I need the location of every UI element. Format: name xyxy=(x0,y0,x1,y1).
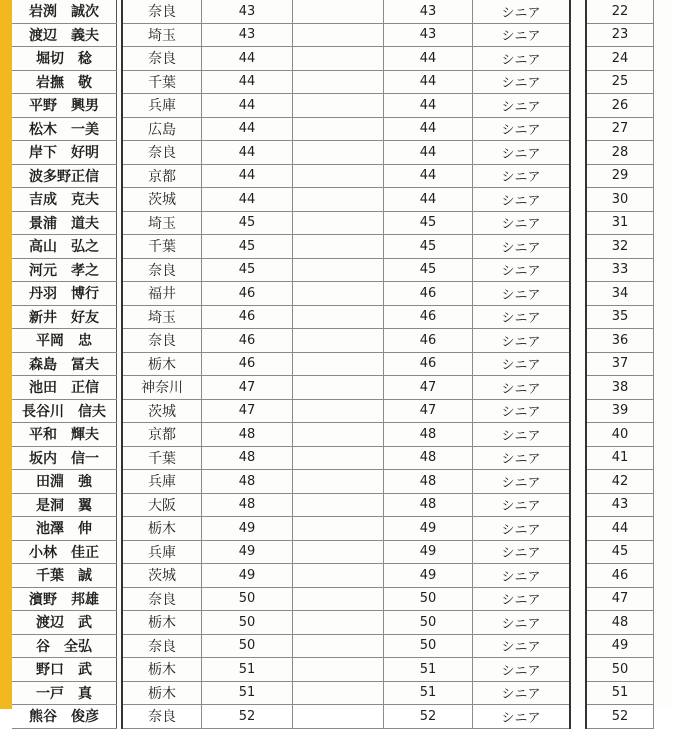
empty-cell xyxy=(293,352,384,376)
empty-cell xyxy=(293,94,384,118)
results-table xyxy=(12,0,654,729)
prefecture-cell: 広島 xyxy=(122,117,202,141)
rank-cell: 36 xyxy=(586,329,654,353)
rank-cell: 33 xyxy=(586,258,654,282)
player-name-cell: 丹羽 博行 xyxy=(12,282,117,306)
score-cell: 52 xyxy=(202,705,293,729)
total-score-cell: 48 xyxy=(384,423,473,447)
class-cell: シニア xyxy=(473,70,571,94)
prefecture-cell: 千葉 xyxy=(122,70,202,94)
column-gap xyxy=(570,329,586,353)
column-gap xyxy=(570,23,586,47)
score-cell: 43 xyxy=(202,0,293,23)
column-gap xyxy=(570,446,586,470)
player-name-cell: 野口 武 xyxy=(12,658,117,682)
rank-cell: 47 xyxy=(586,587,654,611)
class-cell: シニア xyxy=(473,705,571,729)
prefecture-cell: 栃木 xyxy=(122,611,202,635)
score-cell: 48 xyxy=(202,493,293,517)
prefecture-cell: 兵庫 xyxy=(122,470,202,494)
score-cell: 51 xyxy=(202,658,293,682)
score-cell: 43 xyxy=(202,23,293,47)
column-gap xyxy=(570,258,586,282)
player-name-cell: 一戸 真 xyxy=(12,681,117,705)
score-cell: 46 xyxy=(202,352,293,376)
empty-cell xyxy=(293,23,384,47)
class-cell: シニア xyxy=(473,376,571,400)
prefecture-cell: 栃木 xyxy=(122,352,202,376)
class-cell: シニア xyxy=(473,352,571,376)
empty-cell xyxy=(293,188,384,212)
table-row xyxy=(12,117,654,141)
class-cell: シニア xyxy=(473,211,571,235)
class-cell: シニア xyxy=(473,493,571,517)
total-score-cell: 48 xyxy=(384,470,473,494)
empty-cell xyxy=(293,235,384,259)
empty-cell xyxy=(293,47,384,71)
table-row xyxy=(12,164,654,188)
score-cell: 44 xyxy=(202,117,293,141)
prefecture-cell: 千葉 xyxy=(122,446,202,470)
player-name-cell: 千葉 誠 xyxy=(12,564,117,588)
class-cell: シニア xyxy=(473,47,571,71)
empty-cell xyxy=(293,587,384,611)
empty-cell xyxy=(293,658,384,682)
class-cell: シニア xyxy=(473,94,571,118)
empty-cell xyxy=(293,705,384,729)
empty-cell xyxy=(293,258,384,282)
table-row xyxy=(12,423,654,447)
table-row xyxy=(12,681,654,705)
table-row xyxy=(12,329,654,353)
table-row xyxy=(12,446,654,470)
total-score-cell: 43 xyxy=(384,0,473,23)
player-name-cell: 平野 興男 xyxy=(12,94,117,118)
player-name-cell: 岸下 好明 xyxy=(12,141,117,165)
empty-cell xyxy=(293,446,384,470)
empty-cell xyxy=(293,70,384,94)
rank-cell: 35 xyxy=(586,305,654,329)
prefecture-cell: 奈良 xyxy=(122,47,202,71)
prefecture-cell: 奈良 xyxy=(122,258,202,282)
player-name-cell: 田淵 強 xyxy=(12,470,117,494)
empty-cell xyxy=(293,282,384,306)
table-row xyxy=(12,634,654,658)
table-row xyxy=(12,587,654,611)
rank-cell: 27 xyxy=(586,117,654,141)
column-gap xyxy=(570,634,586,658)
column-gap xyxy=(570,376,586,400)
score-cell: 49 xyxy=(202,564,293,588)
edge-highlight-bar xyxy=(0,0,12,709)
class-cell: シニア xyxy=(473,282,571,306)
total-score-cell: 44 xyxy=(384,94,473,118)
empty-cell xyxy=(293,117,384,141)
class-cell: シニア xyxy=(473,517,571,541)
prefecture-cell: 栃木 xyxy=(122,517,202,541)
total-score-cell: 47 xyxy=(384,376,473,400)
empty-cell xyxy=(293,493,384,517)
prefecture-cell: 茨城 xyxy=(122,188,202,212)
table-row xyxy=(12,564,654,588)
rank-cell: 30 xyxy=(586,188,654,212)
empty-cell xyxy=(293,329,384,353)
column-gap xyxy=(570,305,586,329)
table-row xyxy=(12,188,654,212)
player-name-cell: 池田 正信 xyxy=(12,376,117,400)
empty-cell xyxy=(293,517,384,541)
player-name-cell: 熊谷 俊彦 xyxy=(12,705,117,729)
rank-cell: 32 xyxy=(586,235,654,259)
column-gap xyxy=(570,423,586,447)
empty-cell xyxy=(293,141,384,165)
table-row xyxy=(12,0,654,23)
total-score-cell: 51 xyxy=(384,658,473,682)
score-cell: 49 xyxy=(202,517,293,541)
column-gap xyxy=(570,564,586,588)
class-cell: シニア xyxy=(473,423,571,447)
player-name-cell: 濱野 邦雄 xyxy=(12,587,117,611)
rank-cell: 31 xyxy=(586,211,654,235)
player-name-cell: 堀切 稔 xyxy=(12,47,117,71)
player-name-cell: 高山 弘之 xyxy=(12,235,117,259)
rank-cell: 24 xyxy=(586,47,654,71)
player-name-cell: 渡辺 武 xyxy=(12,611,117,635)
column-gap xyxy=(570,493,586,517)
column-gap xyxy=(570,540,586,564)
table-row xyxy=(12,235,654,259)
class-cell: シニア xyxy=(473,164,571,188)
rank-cell: 39 xyxy=(586,399,654,423)
table-row xyxy=(12,493,654,517)
empty-cell xyxy=(293,376,384,400)
column-gap xyxy=(570,235,586,259)
total-score-cell: 49 xyxy=(384,517,473,541)
column-gap xyxy=(570,352,586,376)
empty-cell xyxy=(293,564,384,588)
column-gap xyxy=(570,399,586,423)
empty-cell xyxy=(293,164,384,188)
empty-cell xyxy=(293,611,384,635)
score-cell: 46 xyxy=(202,329,293,353)
player-name-cell: 谷 全弘 xyxy=(12,634,117,658)
prefecture-cell: 京都 xyxy=(122,164,202,188)
prefecture-cell: 京都 xyxy=(122,423,202,447)
total-score-cell: 50 xyxy=(384,634,473,658)
player-name-cell: 是洞 翼 xyxy=(12,493,117,517)
rank-cell: 34 xyxy=(586,282,654,306)
rank-cell: 43 xyxy=(586,493,654,517)
class-cell: シニア xyxy=(473,658,571,682)
player-name-cell: 平和 輝夫 xyxy=(12,423,117,447)
column-gap xyxy=(570,611,586,635)
total-score-cell: 44 xyxy=(384,141,473,165)
class-cell: シニア xyxy=(473,235,571,259)
prefecture-cell: 埼玉 xyxy=(122,211,202,235)
table-row xyxy=(12,705,654,729)
column-gap xyxy=(570,211,586,235)
prefecture-cell: 奈良 xyxy=(122,329,202,353)
table-row xyxy=(12,282,654,306)
player-name-cell: 景浦 道夫 xyxy=(12,211,117,235)
empty-cell xyxy=(293,634,384,658)
player-name-cell: 松木 一美 xyxy=(12,117,117,141)
class-cell: シニア xyxy=(473,681,571,705)
total-score-cell: 52 xyxy=(384,705,473,729)
score-cell: 48 xyxy=(202,470,293,494)
player-name-cell: 森島 冨夫 xyxy=(12,352,117,376)
class-cell: シニア xyxy=(473,117,571,141)
column-gap xyxy=(570,141,586,165)
rank-cell: 38 xyxy=(586,376,654,400)
total-score-cell: 46 xyxy=(384,352,473,376)
total-score-cell: 44 xyxy=(384,70,473,94)
prefecture-cell: 兵庫 xyxy=(122,540,202,564)
player-name-cell: 岩渕 誠次 xyxy=(12,0,117,23)
rank-cell: 40 xyxy=(586,423,654,447)
rank-cell: 51 xyxy=(586,681,654,705)
rank-cell: 25 xyxy=(586,70,654,94)
prefecture-cell: 奈良 xyxy=(122,0,202,23)
class-cell: シニア xyxy=(473,0,571,23)
score-cell: 45 xyxy=(202,211,293,235)
column-gap xyxy=(570,70,586,94)
total-score-cell: 50 xyxy=(384,587,473,611)
total-score-cell: 44 xyxy=(384,188,473,212)
total-score-cell: 45 xyxy=(384,235,473,259)
table-row xyxy=(12,540,654,564)
total-score-cell: 44 xyxy=(384,117,473,141)
column-gap xyxy=(570,0,586,23)
class-cell: シニア xyxy=(473,188,571,212)
total-score-cell: 43 xyxy=(384,23,473,47)
table-row xyxy=(12,47,654,71)
table-row xyxy=(12,470,654,494)
player-name-cell: 吉成 克夫 xyxy=(12,188,117,212)
rank-cell: 29 xyxy=(586,164,654,188)
empty-cell xyxy=(293,470,384,494)
total-score-cell: 47 xyxy=(384,399,473,423)
prefecture-cell: 奈良 xyxy=(122,587,202,611)
class-cell: シニア xyxy=(473,540,571,564)
score-cell: 48 xyxy=(202,446,293,470)
total-score-cell: 45 xyxy=(384,258,473,282)
class-cell: シニア xyxy=(473,258,571,282)
column-gap xyxy=(570,188,586,212)
total-score-cell: 51 xyxy=(384,681,473,705)
table-row xyxy=(12,611,654,635)
class-cell: シニア xyxy=(473,141,571,165)
prefecture-cell: 奈良 xyxy=(122,141,202,165)
total-score-cell: 49 xyxy=(384,564,473,588)
player-name-cell: 新井 好友 xyxy=(12,305,117,329)
score-cell: 51 xyxy=(202,681,293,705)
rank-cell: 46 xyxy=(586,564,654,588)
score-cell: 47 xyxy=(202,399,293,423)
player-name-cell: 渡辺 義夫 xyxy=(12,23,117,47)
prefecture-cell: 奈良 xyxy=(122,705,202,729)
class-cell: シニア xyxy=(473,564,571,588)
column-gap xyxy=(570,470,586,494)
empty-cell xyxy=(293,0,384,23)
player-name-cell: 平岡 忠 xyxy=(12,329,117,353)
column-gap xyxy=(570,282,586,306)
table-row xyxy=(12,399,654,423)
class-cell: シニア xyxy=(473,470,571,494)
table-row xyxy=(12,352,654,376)
prefecture-cell: 茨城 xyxy=(122,564,202,588)
score-cell: 50 xyxy=(202,587,293,611)
prefecture-cell: 栃木 xyxy=(122,658,202,682)
class-cell: シニア xyxy=(473,634,571,658)
score-cell: 49 xyxy=(202,540,293,564)
total-score-cell: 50 xyxy=(384,611,473,635)
prefecture-cell: 埼玉 xyxy=(122,23,202,47)
player-name-cell: 池澤 伸 xyxy=(12,517,117,541)
total-score-cell: 44 xyxy=(384,47,473,71)
rank-cell: 48 xyxy=(586,611,654,635)
player-name-cell: 長谷川 信夫 xyxy=(12,399,117,423)
class-cell: シニア xyxy=(473,329,571,353)
score-cell: 45 xyxy=(202,235,293,259)
score-cell: 44 xyxy=(202,47,293,71)
column-gap xyxy=(570,705,586,729)
column-gap xyxy=(570,681,586,705)
table-row xyxy=(12,141,654,165)
empty-cell xyxy=(293,423,384,447)
rank-cell: 50 xyxy=(586,658,654,682)
table-row xyxy=(12,517,654,541)
table-row xyxy=(12,23,654,47)
class-cell: シニア xyxy=(473,611,571,635)
score-cell: 44 xyxy=(202,164,293,188)
table-row xyxy=(12,211,654,235)
prefecture-cell: 大阪 xyxy=(122,493,202,517)
table-row xyxy=(12,376,654,400)
score-cell: 44 xyxy=(202,141,293,165)
score-cell: 50 xyxy=(202,611,293,635)
empty-cell xyxy=(293,305,384,329)
table-row xyxy=(12,658,654,682)
table-row xyxy=(12,94,654,118)
table-row xyxy=(12,70,654,94)
rank-cell: 22 xyxy=(586,0,654,23)
score-cell: 48 xyxy=(202,423,293,447)
empty-cell xyxy=(293,681,384,705)
column-gap xyxy=(570,117,586,141)
score-cell: 46 xyxy=(202,282,293,306)
rank-cell: 44 xyxy=(586,517,654,541)
column-gap xyxy=(570,94,586,118)
prefecture-cell: 兵庫 xyxy=(122,94,202,118)
class-cell: シニア xyxy=(473,23,571,47)
class-cell: シニア xyxy=(473,446,571,470)
column-gap xyxy=(570,658,586,682)
player-name-cell: 岩撫 敬 xyxy=(12,70,117,94)
score-cell: 44 xyxy=(202,94,293,118)
column-gap xyxy=(570,517,586,541)
column-gap xyxy=(570,47,586,71)
prefecture-cell: 奈良 xyxy=(122,634,202,658)
rank-cell: 52 xyxy=(586,705,654,729)
table-row xyxy=(12,305,654,329)
rank-cell: 42 xyxy=(586,470,654,494)
score-cell: 46 xyxy=(202,305,293,329)
column-gap xyxy=(570,164,586,188)
total-score-cell: 48 xyxy=(384,446,473,470)
rank-cell: 41 xyxy=(586,446,654,470)
total-score-cell: 49 xyxy=(384,540,473,564)
player-name-cell: 小林 佳正 xyxy=(12,540,117,564)
prefecture-cell: 埼玉 xyxy=(122,305,202,329)
empty-cell xyxy=(293,399,384,423)
class-cell: シニア xyxy=(473,305,571,329)
score-cell: 44 xyxy=(202,188,293,212)
class-cell: シニア xyxy=(473,399,571,423)
total-score-cell: 46 xyxy=(384,282,473,306)
empty-cell xyxy=(293,540,384,564)
rank-cell: 37 xyxy=(586,352,654,376)
total-score-cell: 48 xyxy=(384,493,473,517)
score-cell: 44 xyxy=(202,70,293,94)
prefecture-cell: 千葉 xyxy=(122,235,202,259)
total-score-cell: 46 xyxy=(384,329,473,353)
player-name-cell: 波多野正信 xyxy=(12,164,117,188)
score-cell: 45 xyxy=(202,258,293,282)
score-cell: 50 xyxy=(202,634,293,658)
player-name-cell: 坂内 信一 xyxy=(12,446,117,470)
total-score-cell: 45 xyxy=(384,211,473,235)
rank-cell: 28 xyxy=(586,141,654,165)
class-cell: シニア xyxy=(473,587,571,611)
score-cell: 47 xyxy=(202,376,293,400)
prefecture-cell: 神奈川 xyxy=(122,376,202,400)
rank-cell: 26 xyxy=(586,94,654,118)
rank-cell: 49 xyxy=(586,634,654,658)
prefecture-cell: 栃木 xyxy=(122,681,202,705)
prefecture-cell: 福井 xyxy=(122,282,202,306)
empty-cell xyxy=(293,211,384,235)
player-name-cell: 河元 孝之 xyxy=(12,258,117,282)
total-score-cell: 44 xyxy=(384,164,473,188)
rank-cell: 45 xyxy=(586,540,654,564)
rank-cell: 23 xyxy=(586,23,654,47)
table-row xyxy=(12,258,654,282)
prefecture-cell: 茨城 xyxy=(122,399,202,423)
column-gap xyxy=(570,587,586,611)
total-score-cell: 46 xyxy=(384,305,473,329)
results-table-body xyxy=(12,0,654,728)
